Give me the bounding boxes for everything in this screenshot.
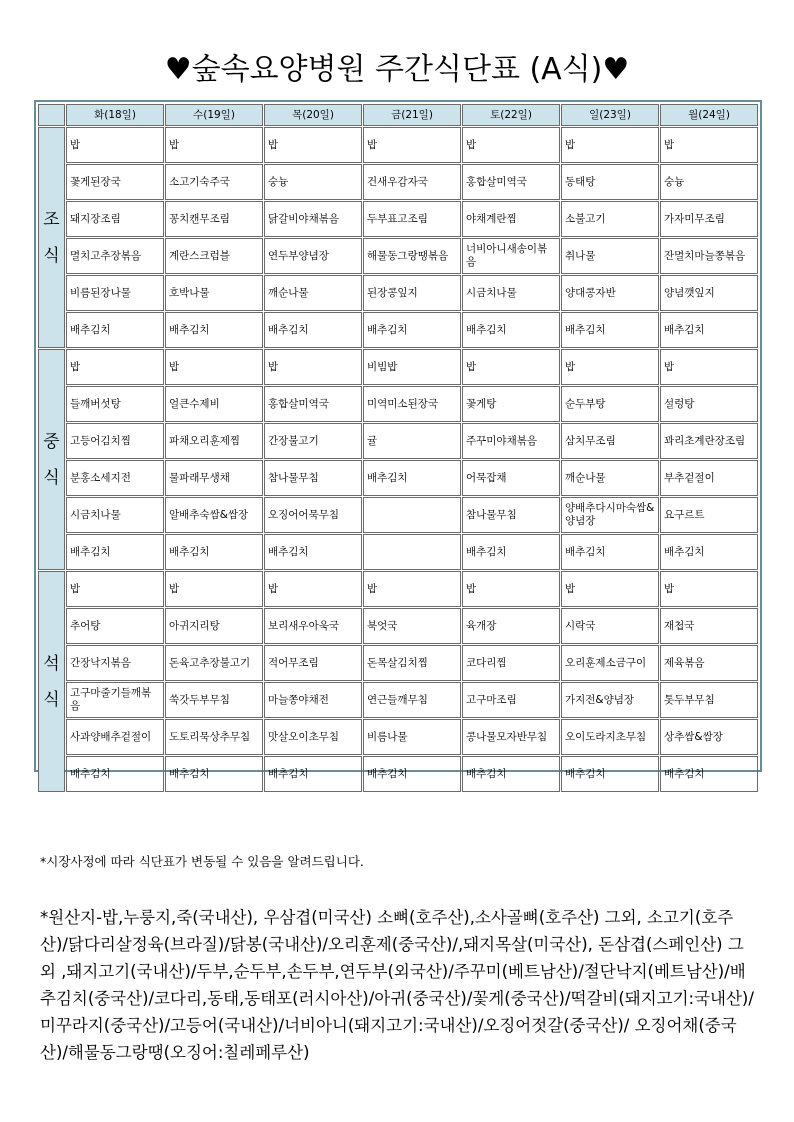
menu-cell: 간장불고기 xyxy=(264,423,362,459)
menu-cell: 밥 xyxy=(363,127,461,163)
menu-cell: 배추김치 xyxy=(165,756,263,792)
menu-cell: 꽁치캔무조림 xyxy=(165,201,263,237)
menu-cell: 밥 xyxy=(462,127,560,163)
menu-cell: 가지전&양념장 xyxy=(561,682,659,718)
menu-cell: 홍합살미역국 xyxy=(462,164,560,200)
menu-cell: 적어무조림 xyxy=(264,645,362,681)
menu-cell: 배추김치 xyxy=(264,534,362,570)
menu-cell: 배추김치 xyxy=(660,312,758,348)
menu-cell: 비름된장나물 xyxy=(66,275,164,311)
meal-label xyxy=(38,571,65,792)
menu-cell: 오징어어묵무침 xyxy=(264,497,362,533)
menu-row xyxy=(38,719,758,755)
menu-cell: 배추김치 xyxy=(66,312,164,348)
menu-cell: 건새우감자국 xyxy=(363,164,461,200)
menu-cell: 깨순나물 xyxy=(264,275,362,311)
menu-cell: 비빔밥 xyxy=(363,349,461,385)
menu-cell: 배추김치 xyxy=(462,756,560,792)
day-header: 월(24일) xyxy=(660,104,758,126)
menu-cell: 밥 xyxy=(561,571,659,607)
menu-row xyxy=(38,312,758,348)
menu-row xyxy=(38,423,758,459)
meal-label-top: 중 xyxy=(43,431,60,452)
menu-cell: 연두부양념장 xyxy=(264,238,362,274)
menu-cell: 쑥갓두부무침 xyxy=(165,682,263,718)
menu-cell: 돈육고추장불고기 xyxy=(165,645,263,681)
menu-row xyxy=(38,608,758,644)
menu-cell: 배추김치 xyxy=(66,756,164,792)
menu-cell: 밥 xyxy=(165,571,263,607)
menu-cell: 오이도라지초무침 xyxy=(561,719,659,755)
menu-cell: 콩나물모자반무침 xyxy=(462,719,560,755)
menu-cell: 사과양배추겉절이 xyxy=(66,719,164,755)
menu-cell: 숭늉 xyxy=(660,164,758,200)
menu-cell: 계란스크럼블 xyxy=(165,238,263,274)
meal-label-top: 석 xyxy=(43,653,60,674)
menu-cell: 배추김치 xyxy=(165,312,263,348)
menu-cell: 밥 xyxy=(660,349,758,385)
menu-cell: 보리새우아욱국 xyxy=(264,608,362,644)
menu-cell: 육개장 xyxy=(462,608,560,644)
menu-cell: 밥 xyxy=(561,127,659,163)
menu-cell: 야채계란찜 xyxy=(462,201,560,237)
menu-cell: 오리훈제소금구이 xyxy=(561,645,659,681)
page-title: ♥숲속요양병원 주간식단표 (A식)♥ xyxy=(164,52,630,87)
menu-cell: 배추김치 xyxy=(264,756,362,792)
menu-cell: 시금치나물 xyxy=(66,497,164,533)
menu-cell: 들깨버섯탕 xyxy=(66,386,164,422)
menu-row xyxy=(38,349,758,385)
origin-text: *원산지-밥,누룽지,죽(국내산), 우삼겹(미국산) 소뼈(호주산),소사골뼈(호주산) 그외, 소고기(호주산)/닭다리살정육(브라질)/닭봉(국내산)/오리훈제(중국산)/,돼지목살(미국산), 돈삼겹(스페인산) 그외 ,돼지고기(국내산)/두부,순두부,손두부,연두부(외국산)/주꾸미(베트남산)/절단낙지(베트남산)/배추김치(중국산)/코다리,동태,동태포(러시아산)/아귀(중국산)/꽃게(중국산)/떡갈비(돼지고기:국내산)/미꾸라지(중국산)/고등어(국내산)/너비아니(돼지고기:국내산)/오징어젓갈(중국산)/ 오징어채(중국산)/해물동그랑땡(오징어:칠레페루산) xyxy=(40,908,754,1062)
menu-cell: 가자미무조림 xyxy=(660,201,758,237)
menu-cell: 순두부탕 xyxy=(561,386,659,422)
menu-cell xyxy=(363,497,461,533)
menu-cell: 아귀지리탕 xyxy=(165,608,263,644)
menu-cell: 깨순나물 xyxy=(561,460,659,496)
menu-cell: 두부표고조림 xyxy=(363,201,461,237)
notice-text: *시장사정에 따라 식단표가 변동될 수 있음을 알려드립니다. xyxy=(40,854,364,869)
menu-cell: 요구르트 xyxy=(660,497,758,533)
menu-cell: 밥 xyxy=(165,349,263,385)
menu-cell: 귤 xyxy=(363,423,461,459)
menu-cell: 배추김치 xyxy=(363,460,461,496)
menu-cell: 제육볶음 xyxy=(660,645,758,681)
menu-cell: 배추김치 xyxy=(561,312,659,348)
menu-row xyxy=(38,534,758,570)
menu-cell: 너비아니새송이볶음 xyxy=(462,238,560,274)
menu-cell: 재첩국 xyxy=(660,608,758,644)
menu-cell: 상추쌈&쌈장 xyxy=(660,719,758,755)
menu-cell: 돼지장조림 xyxy=(66,201,164,237)
menu-row xyxy=(38,460,758,496)
menu-cell: 밥 xyxy=(660,571,758,607)
menu-cell: 배추김치 xyxy=(462,534,560,570)
menu-cell: 밥 xyxy=(561,349,659,385)
menu-cell: 밥 xyxy=(66,127,164,163)
menu-cell: 얼큰수제비 xyxy=(165,386,263,422)
menu-cell: 밥 xyxy=(462,349,560,385)
corner-cell xyxy=(38,104,65,126)
menu-cell: 코다리찜 xyxy=(462,645,560,681)
menu-cell: 물파래무생채 xyxy=(165,460,263,496)
menu-cell: 호박나물 xyxy=(165,275,263,311)
menu-cell: 꽈리초계란장조림 xyxy=(660,423,758,459)
menu-cell: 추어탕 xyxy=(66,608,164,644)
menu-row xyxy=(38,386,758,422)
menu-row xyxy=(38,682,758,718)
menu-cell: 배추김치 xyxy=(264,312,362,348)
day-header: 화(18일) xyxy=(66,104,164,126)
menu-cell: 미역미소된장국 xyxy=(363,386,461,422)
menu-cell: 고구마조림 xyxy=(462,682,560,718)
day-header: 토(22일) xyxy=(462,104,560,126)
menu-cell: 배추김치 xyxy=(165,534,263,570)
menu-cell: 배추김치 xyxy=(66,534,164,570)
menu-cell: 배추김치 xyxy=(561,756,659,792)
menu-cell: 소불고기 xyxy=(561,201,659,237)
menu-cell: 고등어김치찜 xyxy=(66,423,164,459)
menu-cell: 꽃게된장국 xyxy=(66,164,164,200)
menu-cell: 밥 xyxy=(165,127,263,163)
menu-cell: 숭늉 xyxy=(264,164,362,200)
menu-cell: 참나물무침 xyxy=(264,460,362,496)
menu-cell: 도토리묵상추무침 xyxy=(165,719,263,755)
menu-cell: 비름나물 xyxy=(363,719,461,755)
menu-cell: 간장낙지볶음 xyxy=(66,645,164,681)
menu-cell: 시락국 xyxy=(561,608,659,644)
weekly-menu-table-frame xyxy=(34,100,762,780)
day-header-row xyxy=(38,104,758,126)
menu-row xyxy=(38,497,758,533)
menu-row xyxy=(38,127,758,163)
menu-cell: 배추김치 xyxy=(660,534,758,570)
menu-cell: 밥 xyxy=(264,571,362,607)
menu-cell: 시금치나물 xyxy=(462,275,560,311)
menu-cell: 톳두부무침 xyxy=(660,682,758,718)
menu-cell: 배추김치 xyxy=(660,756,758,792)
weekly-menu-table xyxy=(37,103,759,793)
menu-cell: 배추김치 xyxy=(462,312,560,348)
menu-cell: 밥 xyxy=(66,571,164,607)
menu-cell: 어묵잡채 xyxy=(462,460,560,496)
meal-label xyxy=(38,349,65,570)
day-header: 목(20일) xyxy=(264,104,362,126)
day-header: 수(19일) xyxy=(165,104,263,126)
menu-cell: 설렁탕 xyxy=(660,386,758,422)
menu-cell: 밥 xyxy=(264,127,362,163)
menu-cell: 배추김치 xyxy=(363,756,461,792)
menu-cell: 참나물무침 xyxy=(462,497,560,533)
menu-cell: 된장콩잎지 xyxy=(363,275,461,311)
menu-cell: 삼치무조림 xyxy=(561,423,659,459)
menu-cell: 맛살오이초무침 xyxy=(264,719,362,755)
menu-cell: 알배추숙쌈&쌈장 xyxy=(165,497,263,533)
menu-cell: 양념깻잎지 xyxy=(660,275,758,311)
menu-cell: 소고기숙주국 xyxy=(165,164,263,200)
menu-row xyxy=(38,645,758,681)
meal-label xyxy=(38,127,65,348)
menu-cell: 분홍소세지전 xyxy=(66,460,164,496)
menu-cell: 양배추다시마숙쌈&양념장 xyxy=(561,497,659,533)
menu-row xyxy=(38,275,758,311)
menu-cell: 밥 xyxy=(66,349,164,385)
menu-cell: 밥 xyxy=(462,571,560,607)
day-header: 금(21일) xyxy=(363,104,461,126)
menu-cell: 취나물 xyxy=(561,238,659,274)
menu-cell: 홍합살미역국 xyxy=(264,386,362,422)
menu-cell: 양대콩자반 xyxy=(561,275,659,311)
meal-label-top: 조 xyxy=(43,209,60,230)
menu-cell: 해물동그랑땡볶음 xyxy=(363,238,461,274)
menu-row xyxy=(38,571,758,607)
menu-cell: 멸치고추장볶음 xyxy=(66,238,164,274)
menu-cell: 부추겉절이 xyxy=(660,460,758,496)
menu-cell: 밥 xyxy=(363,571,461,607)
menu-row xyxy=(38,201,758,237)
menu-row xyxy=(38,238,758,274)
menu-cell: 북엇국 xyxy=(363,608,461,644)
menu-cell: 주꾸미야채볶음 xyxy=(462,423,560,459)
menu-cell: 동태탕 xyxy=(561,164,659,200)
menu-cell xyxy=(363,534,461,570)
day-header: 일(23일) xyxy=(561,104,659,126)
menu-cell: 밥 xyxy=(660,127,758,163)
menu-cell: 밥 xyxy=(264,349,362,385)
menu-body xyxy=(38,127,758,792)
meal-label-bottom: 식 xyxy=(43,245,60,266)
menu-cell: 돈목살김치찜 xyxy=(363,645,461,681)
menu-row xyxy=(38,756,758,792)
menu-cell: 파채오리훈제찜 xyxy=(165,423,263,459)
menu-cell: 마늘쫑야채전 xyxy=(264,682,362,718)
menu-cell: 잔멸치마늘쫑볶음 xyxy=(660,238,758,274)
meal-label-bottom: 식 xyxy=(43,689,60,710)
menu-cell: 꽃게탕 xyxy=(462,386,560,422)
menu-cell: 배추김치 xyxy=(561,534,659,570)
menu-cell: 배추김치 xyxy=(363,312,461,348)
menu-row xyxy=(38,164,758,200)
menu-cell: 고구마줄기들깨볶음 xyxy=(66,682,164,718)
meal-label-bottom: 식 xyxy=(43,467,60,488)
menu-cell: 연근들깨무침 xyxy=(363,682,461,718)
menu-cell: 닭갈비야채볶음 xyxy=(264,201,362,237)
